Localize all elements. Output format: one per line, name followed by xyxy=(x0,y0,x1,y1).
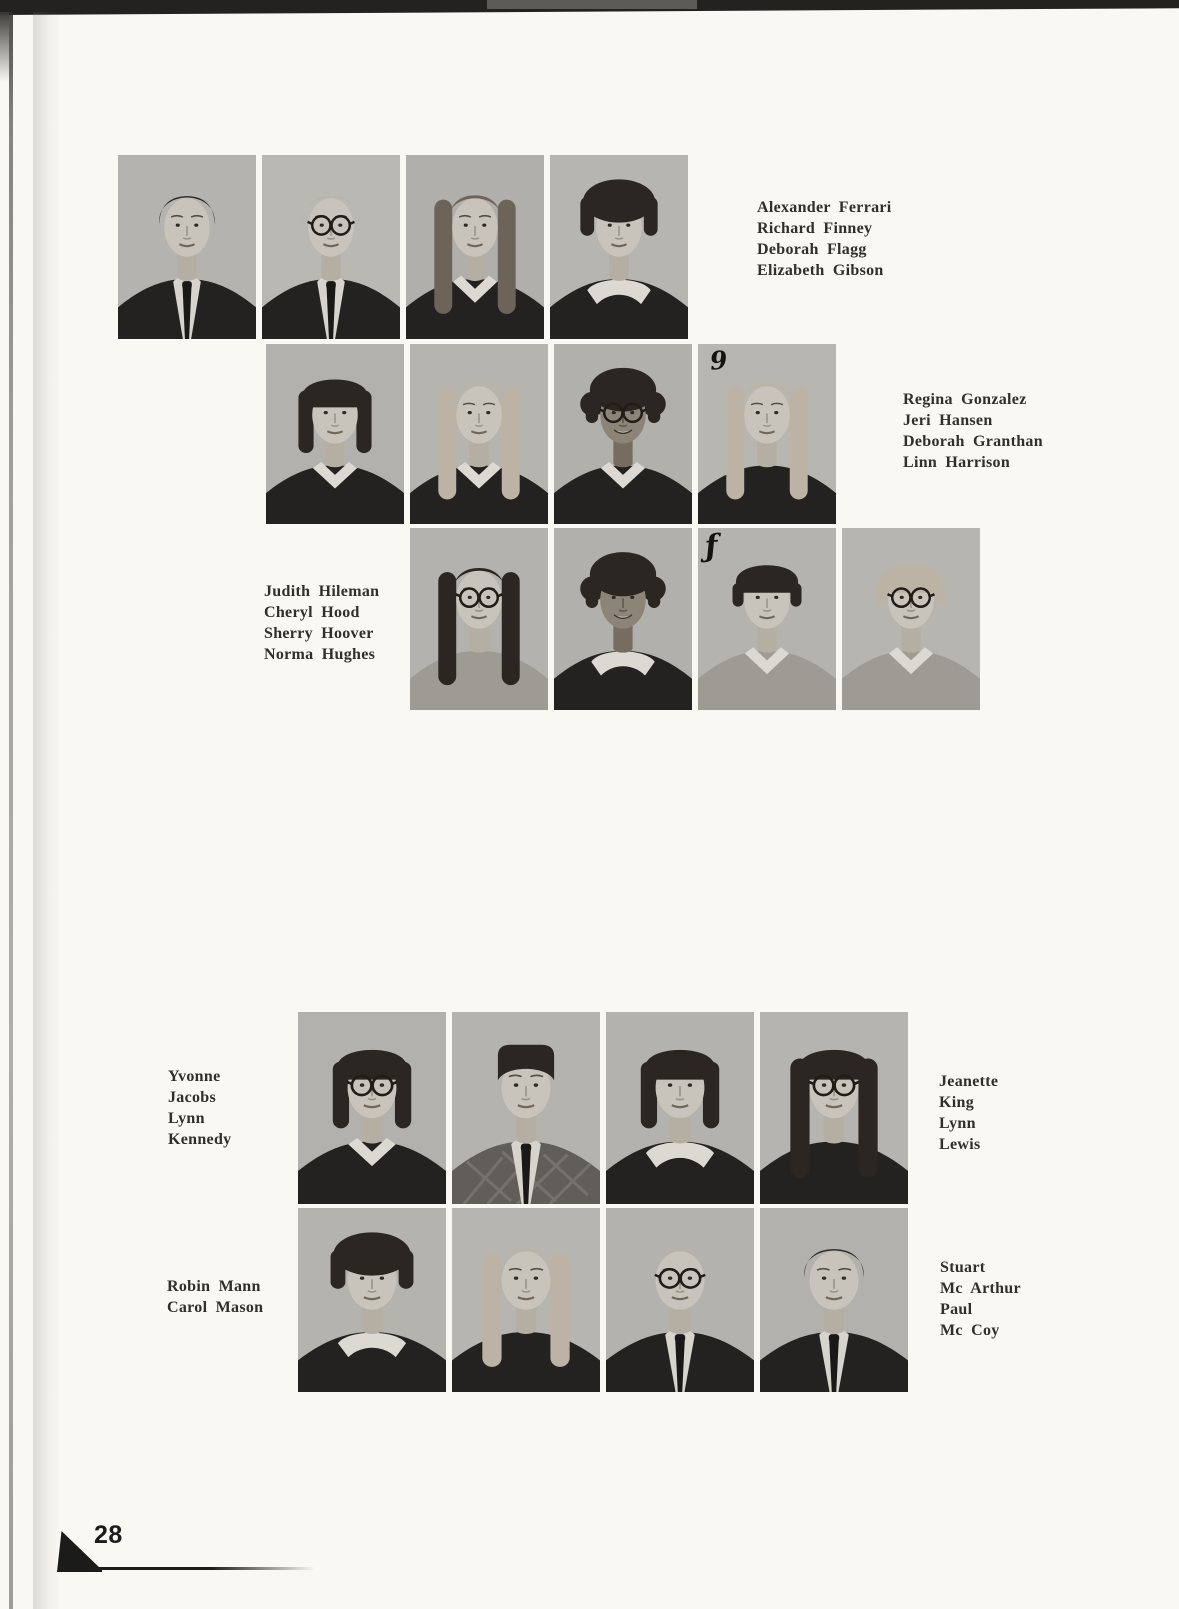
portrait-photo xyxy=(698,528,836,710)
caption-line: Lynn xyxy=(939,1115,976,1132)
caption-line: Jacobs xyxy=(168,1089,217,1106)
portrait-photo xyxy=(554,344,692,524)
portrait-photo xyxy=(118,155,256,339)
portrait-illustration xyxy=(118,155,256,339)
caption-line: Jeanette xyxy=(939,1073,999,1090)
caption-line: Mc Arthur xyxy=(940,1280,1021,1297)
portrait-illustration xyxy=(298,1208,446,1392)
portrait-illustration xyxy=(554,528,692,710)
caption-line: Deborah Granthan xyxy=(903,433,1043,450)
caption-line: Richard Finney xyxy=(757,220,873,237)
portrait-photo xyxy=(550,155,688,339)
caption-line: Lewis xyxy=(939,1136,981,1153)
caption-line: Deborah Flagg xyxy=(757,241,867,258)
portrait-photo xyxy=(410,344,548,524)
binding-corner-mark xyxy=(0,12,9,82)
portrait-photo xyxy=(406,155,544,339)
portrait-photo xyxy=(452,1208,600,1392)
caption-line: Carol Mason xyxy=(167,1299,264,1316)
caption-line: Stuart xyxy=(940,1259,986,1276)
portrait-illustration xyxy=(452,1208,600,1392)
portrait-illustration xyxy=(606,1208,754,1392)
caption-line: Paul xyxy=(940,1301,973,1318)
binding-shadow-line xyxy=(9,12,13,1609)
caption-line: Sherry Hoover xyxy=(264,625,374,642)
caption-names-group-4-left xyxy=(168,1066,231,1150)
caption-line: Kennedy xyxy=(168,1131,232,1148)
caption-line: Lynn xyxy=(168,1110,205,1127)
caption-line: Judith Hileman xyxy=(264,583,380,600)
portrait-illustration xyxy=(262,155,400,339)
caption-names-group-3 xyxy=(264,581,379,665)
portrait-illustration xyxy=(606,1012,754,1204)
portrait-illustration xyxy=(266,344,404,524)
footer-rule xyxy=(83,1567,315,1570)
portrait-photo xyxy=(410,528,548,710)
portrait-illustration xyxy=(760,1208,908,1392)
caption-names-group-4-right xyxy=(939,1071,998,1155)
portrait-photo xyxy=(606,1208,754,1392)
caption-line: Mc Coy xyxy=(940,1322,1000,1339)
portrait-photo xyxy=(606,1012,754,1204)
pen-mark: ƒ xyxy=(703,528,720,565)
portrait-photo xyxy=(262,155,400,339)
portrait-photo xyxy=(698,344,836,524)
portrait-illustration xyxy=(550,155,688,339)
portrait-illustration xyxy=(842,528,980,710)
portrait-illustration xyxy=(760,1012,908,1204)
portrait-illustration xyxy=(554,344,692,524)
portrait-photo xyxy=(298,1012,446,1204)
portrait-illustration xyxy=(410,344,548,524)
caption-line: Elizabeth Gibson xyxy=(757,262,884,279)
page-number: 28 xyxy=(94,1521,123,1549)
caption-line: Cheryl Hood xyxy=(264,604,360,621)
portrait-illustration xyxy=(410,528,548,710)
portrait-photo xyxy=(452,1012,600,1204)
portrait-photo xyxy=(554,528,692,710)
caption-line: Jeri Hansen xyxy=(903,412,993,429)
caption-names-group-5-right xyxy=(940,1257,1021,1341)
portrait-photo xyxy=(842,528,980,710)
caption-line: Alexander Ferrari xyxy=(757,199,892,216)
caption-line: King xyxy=(939,1094,974,1111)
page-top-edge-gray-segment xyxy=(487,0,697,9)
portrait-illustration xyxy=(298,1012,446,1204)
portrait-illustration xyxy=(452,1012,600,1204)
binding-shadow-soft xyxy=(33,12,61,1609)
caption-line: Linn Harrison xyxy=(903,454,1011,471)
caption-names-group-5-left xyxy=(167,1276,263,1318)
portrait-photo xyxy=(760,1012,908,1204)
caption-names-group-1 xyxy=(757,197,892,281)
portrait-photo xyxy=(298,1208,446,1392)
caption-names-group-2 xyxy=(903,389,1043,473)
caption-line: Regina Gonzalez xyxy=(903,391,1027,408)
portrait-photo xyxy=(266,344,404,524)
caption-line: Norma Hughes xyxy=(264,646,376,663)
caption-line: Yvonne xyxy=(168,1068,221,1085)
pen-mark: 9 xyxy=(708,345,729,376)
portrait-illustration xyxy=(406,155,544,339)
caption-line: Robin Mann xyxy=(167,1278,261,1295)
portrait-photo xyxy=(760,1208,908,1392)
